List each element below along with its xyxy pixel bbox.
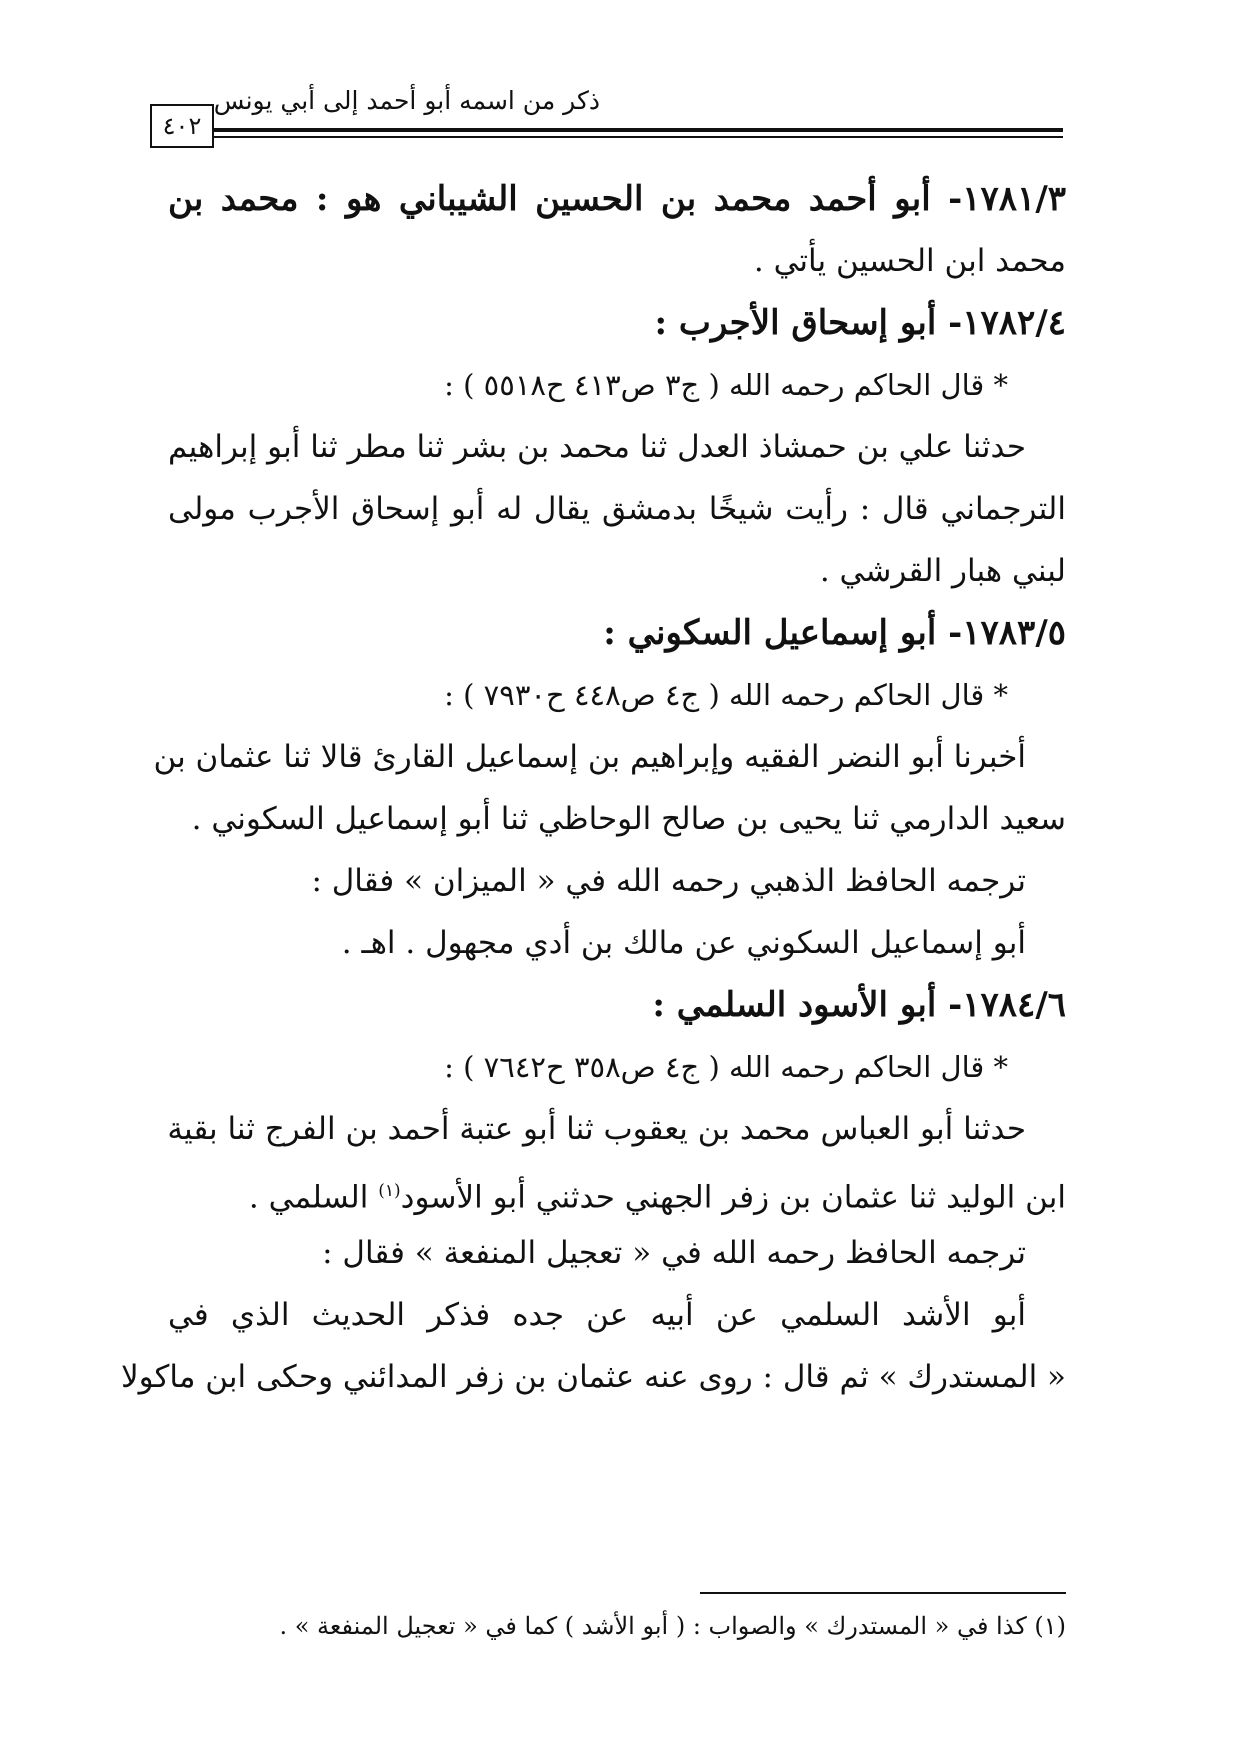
footnote-separator (700, 1592, 1066, 1594)
text-line (168, 1160, 1066, 1222)
translation-note: ترجمه الحافظ رحمه الله في « تعجيل المنفعة » فقال : (322, 1235, 1026, 1271)
running-header: ذكر من اسمه أبو أحمد إلى أبي يونس (213, 86, 600, 115)
entry-heading-1782: ١٧٨٢/٤- أبو إسحاق الأجرب : (654, 303, 1066, 343)
source-reference: * قال الحاكم رحمه الله ( ج٤ ص٣٥٨ ح٧٦٤٢ ) : (444, 1050, 1008, 1084)
footnote-marker: (١) (378, 1181, 401, 1201)
quoted-text: « المستدرك » ثم قال : روى عنه عثمان بن زفر المدائني وحكى ابن ماكولا (120, 1359, 1066, 1395)
header-rule-thick (213, 128, 1063, 132)
text-line: الترجماني قال : رأيت شيخًا بدمشق يقال له أبو إسحاق الأجرب مولى (168, 491, 1066, 527)
page-number: ٤٠٢ (150, 104, 214, 148)
text-line: لبني هبار القرشي . (819, 553, 1066, 589)
translation-note: ترجمه الحافظ الذهبي رحمه الله في « الميزان » فقال : (311, 863, 1026, 899)
isnad-line: حدثنا أبو العباس محمد بن يعقوب ثنا أبو عتبة أحمد بن الفرج ثنا بقية (167, 1111, 1026, 1147)
header-rule-thin (213, 136, 1063, 138)
entry-heading-1781: ١٧٨١/٣- أبو أحمد محمد بن الحسين الشيباني هو : محمد بن (168, 179, 1066, 219)
text-line: محمد ابن الحسين يأتي . (753, 243, 1066, 279)
isnad-line: حدثنا علي بن حمشاذ العدل ثنا محمد بن بشر ثنا مطر ثنا أبو إبراهيم (168, 429, 1026, 465)
source-reference: * قال الحاكم رحمه الله ( ج٤ ص٤٤٨ ح٧٩٣٠ ) : (444, 678, 1008, 712)
footnote: (١) كذا في « المستدرك » والصواب : ( أبو الأشد ) كما في « تعجيل المنفعة » . (279, 1612, 1066, 1640)
quoted-text: أبو الأشد السلمي عن أبيه عن جده فذكر الحديث الذي في (168, 1297, 1026, 1333)
entry-heading-1784: ١٧٨٤/٦- أبو الأسود السلمي : (652, 985, 1066, 1025)
isnad-line: أخبرنا أبو النضر الفقيه وإبراهيم بن إسماعيل القارئ قالا ثنا عثمان بن (153, 739, 1026, 775)
quoted-text: أبو إسماعيل السكوني عن مالك بن أدي مجهول . اهـ . (341, 925, 1026, 961)
text-fragment: السلمي . (248, 1179, 369, 1216)
source-reference: * قال الحاكم رحمه الله ( ج٣ ص٤١٣ ح٥٥١٨ ) : (444, 368, 1008, 402)
text-fragment: ابن الوليد ثنا عثمان بن زفر الجهني حدثني أبو الأسود (400, 1179, 1066, 1216)
entry-heading-1783: ١٧٨٣/٥- أبو إسماعيل السكوني : (603, 613, 1066, 653)
text-line: سعيد الدارمي ثنا يحيى بن صالح الوحاظي ثنا أبو إسماعيل السكوني . (191, 801, 1066, 837)
page-body (120, 168, 1066, 1408)
